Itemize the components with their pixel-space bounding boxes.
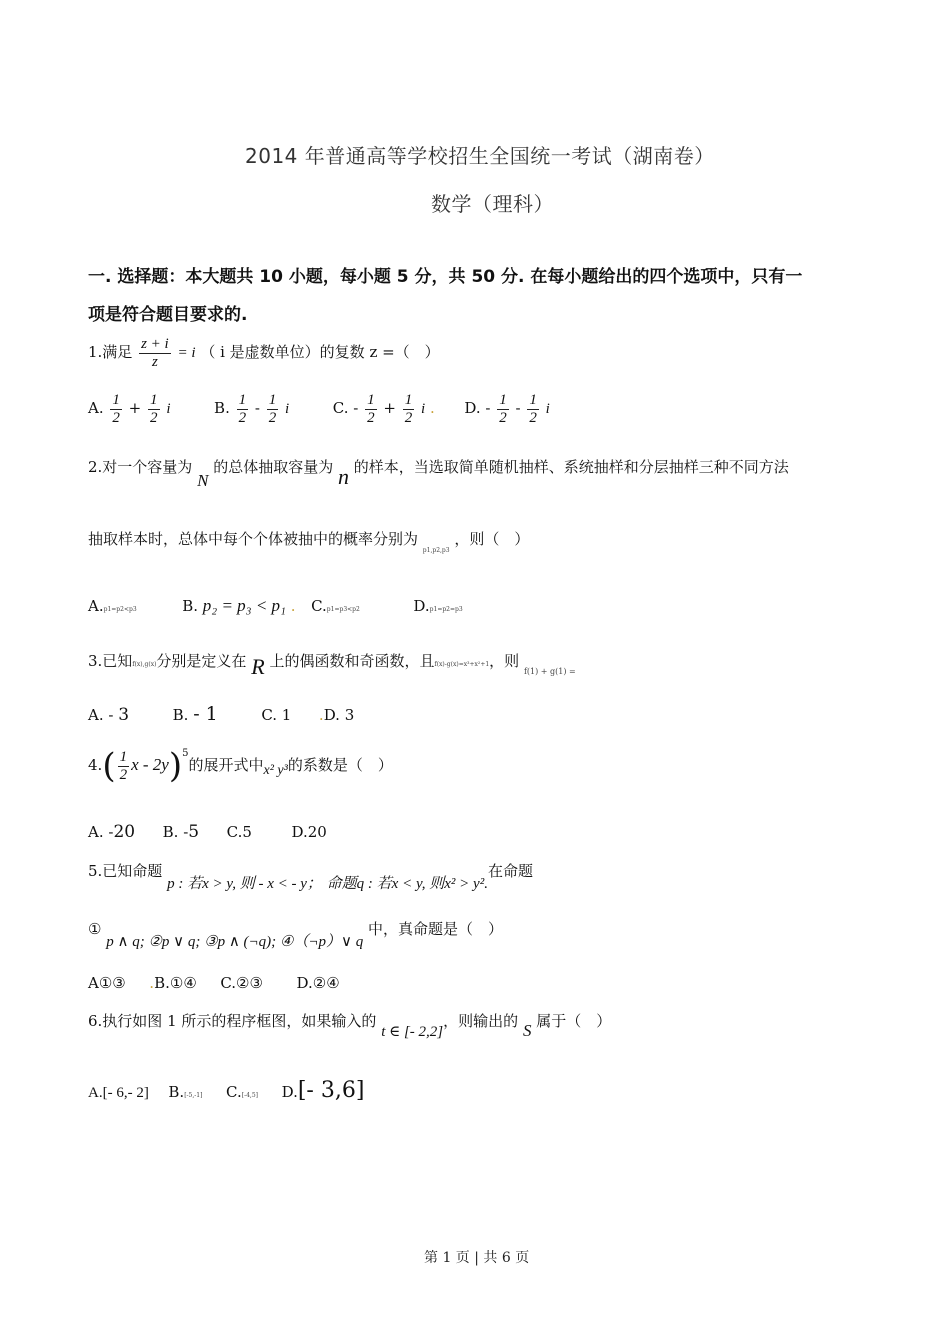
q2-option-a-label: A. [88, 597, 104, 615]
plus-sign: + [383, 399, 396, 417]
q2-option-a-value: p1=p2<p3 [103, 606, 137, 613]
q5-proposition-q: 命题q : 若x < y, 则x² > y². [326, 876, 488, 892]
q2-option-b[interactable] [182, 597, 295, 615]
q6-option-c-value: [-4,5] [241, 1092, 259, 1099]
q2-option-d[interactable] [413, 597, 462, 615]
q2-var-n: n [338, 464, 350, 489]
q3-condition: f(x)-g(x)=x³+x²+1 [434, 661, 490, 668]
q2-text-a: 2.对一个容量为 [88, 458, 193, 476]
q6-option-b-label: B. [168, 1083, 185, 1101]
q6-option-c-label: C. [226, 1083, 242, 1101]
question-3 [88, 646, 576, 679]
q2-option-d-value: p1=p2=p3 [429, 606, 463, 613]
q5-circled-one: ① [88, 920, 102, 938]
q4-text-b: 的系数是（ ） [287, 756, 393, 774]
q1-option-b[interactable] [214, 392, 294, 426]
q2-option-d-label: D. [413, 597, 430, 615]
frac-den: 2 [499, 409, 507, 426]
q3-option-b-value: - 1 [193, 703, 218, 725]
frac-num: 1 [499, 392, 507, 408]
q2-text-b: 的总体抽取容量为 [213, 458, 334, 476]
frac-num: 1 [268, 392, 277, 408]
frac-num: 1 [238, 392, 247, 408]
q1-fraction [139, 336, 171, 370]
q6-option-d-value: [- 3,6] [297, 1078, 365, 1103]
q3-text-c: 上的偶函数和奇函数，且 [269, 652, 435, 670]
question-5-line2 [88, 918, 504, 950]
frac-num: 1 [404, 392, 413, 408]
q4-term: x² y³ [263, 763, 288, 778]
q5-option-a[interactable]: A①③ [88, 974, 126, 992]
q1-option-c-label: C. - [332, 399, 359, 417]
q3-option-d[interactable]: D. 3 [323, 706, 355, 724]
q1-options [88, 392, 550, 426]
q5-compound-props: p ∧ q; ②p ∨ q; ③p ∧ (¬q); ④（¬p）∨ q [106, 934, 364, 950]
q1-option-a-label: A. [88, 399, 104, 417]
q1-option-d[interactable] [464, 392, 550, 426]
q1-rest: （ i 是虚数单位）的复数 z =（ ） [200, 343, 440, 361]
frac-den: 2 [112, 409, 120, 426]
q1-option-a[interactable] [88, 392, 175, 426]
q3-text-d: ，则 [489, 652, 520, 670]
frac-den: 2 [529, 409, 537, 426]
q1-prefix: 1.满足 [88, 343, 133, 361]
q6-option-a[interactable]: A.[- 6,- 2] [88, 1085, 149, 1101]
q2-options [88, 596, 463, 616]
q4-option-a[interactable] [88, 823, 135, 841]
q5-prefix: 5.已知命题 [88, 862, 163, 880]
imag-unit: i [421, 401, 426, 417]
frac-num: 1 [529, 392, 537, 408]
q4-prefix: 4. [88, 756, 103, 774]
q3-option-c[interactable]: C. 1 [261, 706, 292, 724]
q2-text-d: 抽取样本时，总体中每个个体被抽中的概率分别为 [88, 530, 419, 548]
q1-option-d-label: D. - [464, 399, 491, 417]
q3-option-a-value: 3 [118, 705, 130, 725]
q4-frac-num: 1 [119, 749, 128, 765]
q1-numerator: z + i [141, 336, 169, 352]
question-4 [88, 746, 393, 786]
q5-option-d[interactable]: D.②④ [296, 974, 340, 992]
q4-expression: x - 2y [131, 755, 169, 774]
frac-den: 2 [150, 409, 158, 426]
q2-option-a[interactable] [88, 597, 137, 615]
right-paren: ) [168, 746, 183, 786]
q4-option-b-label: B. - [162, 823, 189, 841]
q5-question: 中，真命题是（ ） [368, 920, 504, 938]
question-5-line1 [88, 860, 533, 892]
q6-suffix: 属于（ ） [536, 1012, 612, 1030]
q6-var-S: S [522, 1021, 532, 1040]
q6-option-d[interactable] [281, 1078, 365, 1103]
q2-option-c-value: p1=p3<p2 [326, 606, 360, 613]
q6-option-b-value: [-5,-1] [184, 1092, 203, 1099]
q6-option-c[interactable] [226, 1083, 258, 1101]
question-6 [88, 1010, 612, 1040]
decorative-dot: . [318, 706, 324, 724]
decorative-dot: . [429, 399, 435, 417]
q4-options [88, 822, 327, 842]
q4-exponent: 5 [182, 748, 189, 759]
question-2-line2 [88, 528, 530, 554]
q6-middle: ，则输出的 [443, 1012, 519, 1030]
plus-sign: + [128, 399, 142, 417]
section-heading-line1: 一. 选择题：本大题共 10 小题，每小题 5 分，共 50 分. 在每小题给出的四个选项中，只有一 [88, 267, 803, 287]
q6-option-d-label: D. [281, 1083, 298, 1101]
q3-option-a[interactable] [88, 706, 129, 724]
q2-option-b-value: p₂ = p₃ < p₁ [202, 596, 286, 615]
frac-den: 2 [367, 409, 375, 426]
q4-text-a: 的展开式中 [188, 756, 264, 774]
q5-option-c[interactable]: C.②③ [220, 974, 263, 992]
document-title: 2014 年普通高等学校招生全国统一考试（湖南卷） [245, 144, 715, 168]
question-1 [88, 336, 440, 370]
q2-probabilities: p1,p2,p3 [422, 547, 450, 554]
q3-functions: f(x),g(x) [132, 661, 157, 668]
q5-proposition-p: p : 若x > y, 则 - x < - y； [167, 876, 322, 892]
q2-option-c[interactable] [311, 597, 360, 615]
q2-var-N: N [197, 471, 209, 490]
q3-option-b[interactable] [172, 703, 218, 725]
minus-sign: - [254, 399, 260, 417]
frac-num: 1 [112, 392, 120, 408]
q4-option-b[interactable] [163, 823, 199, 841]
imag-unit: i [166, 401, 171, 417]
document-subtitle: 数学（理科） [431, 192, 554, 216]
q1-option-b-label: B. [214, 399, 230, 417]
frac-den: 2 [238, 409, 247, 426]
q6-prefix: 6.执行如图 1 所示的程序框图，如果输入的 [88, 1012, 377, 1030]
q5-suffix: 在命题 [487, 862, 533, 880]
q1-option-c[interactable] [332, 392, 440, 426]
page-footer: 第 1 页 | 共 6 页 [424, 1250, 530, 1266]
decorative-dot: . [149, 974, 155, 992]
q5-option-b[interactable]: B.①④ [154, 974, 197, 992]
q3-option-a-label: A. - [88, 706, 114, 724]
q4-option-d[interactable]: D.20 [291, 823, 327, 841]
section-heading-line2: 项是符合题目要求的. [88, 305, 248, 325]
q1-denominator: z [151, 353, 158, 370]
q6-input-range: t ∈ [- 2,2] [381, 1024, 444, 1040]
imag-unit: i [285, 401, 290, 417]
q2-text-e: ，则（ ） [454, 530, 530, 548]
question-2-line1 [88, 452, 789, 490]
q3-real-set: R [251, 654, 265, 679]
q3-text-a: 3.已知 [88, 652, 133, 670]
q4-option-a-value: 20 [113, 822, 136, 842]
q6-options [88, 1078, 364, 1103]
q2-option-c-label: C. [311, 597, 327, 615]
frac-den: 2 [404, 409, 413, 426]
q3-target: f(1) + g(1) = [523, 667, 576, 676]
q4-option-c[interactable]: C.5 [226, 823, 252, 841]
q6-option-b[interactable] [168, 1083, 202, 1101]
q4-option-b-value: 5 [188, 822, 200, 842]
frac-den: 2 [268, 409, 277, 426]
q2-text-c: 的样本，当选取简单随机抽样、系统抽样和分层抽样三种不同方法 [353, 458, 789, 476]
q3-option-b-label: B. [172, 706, 189, 724]
decorative-dot: . [285, 597, 296, 615]
q3-options [88, 703, 354, 725]
q5-options [88, 974, 340, 992]
frac-num: 1 [367, 392, 375, 408]
minus-sign: - [515, 399, 521, 417]
q2-option-b-label: B. [182, 597, 198, 615]
q4-option-a-label: A. - [88, 823, 114, 841]
left-paren: ( [102, 746, 116, 786]
q1-equals: = i [177, 345, 196, 361]
frac-num: 1 [150, 392, 158, 408]
q3-text-b: 分别是定义在 [156, 652, 247, 670]
imag-unit: i [545, 401, 550, 417]
q4-frac-den: 2 [119, 766, 128, 783]
